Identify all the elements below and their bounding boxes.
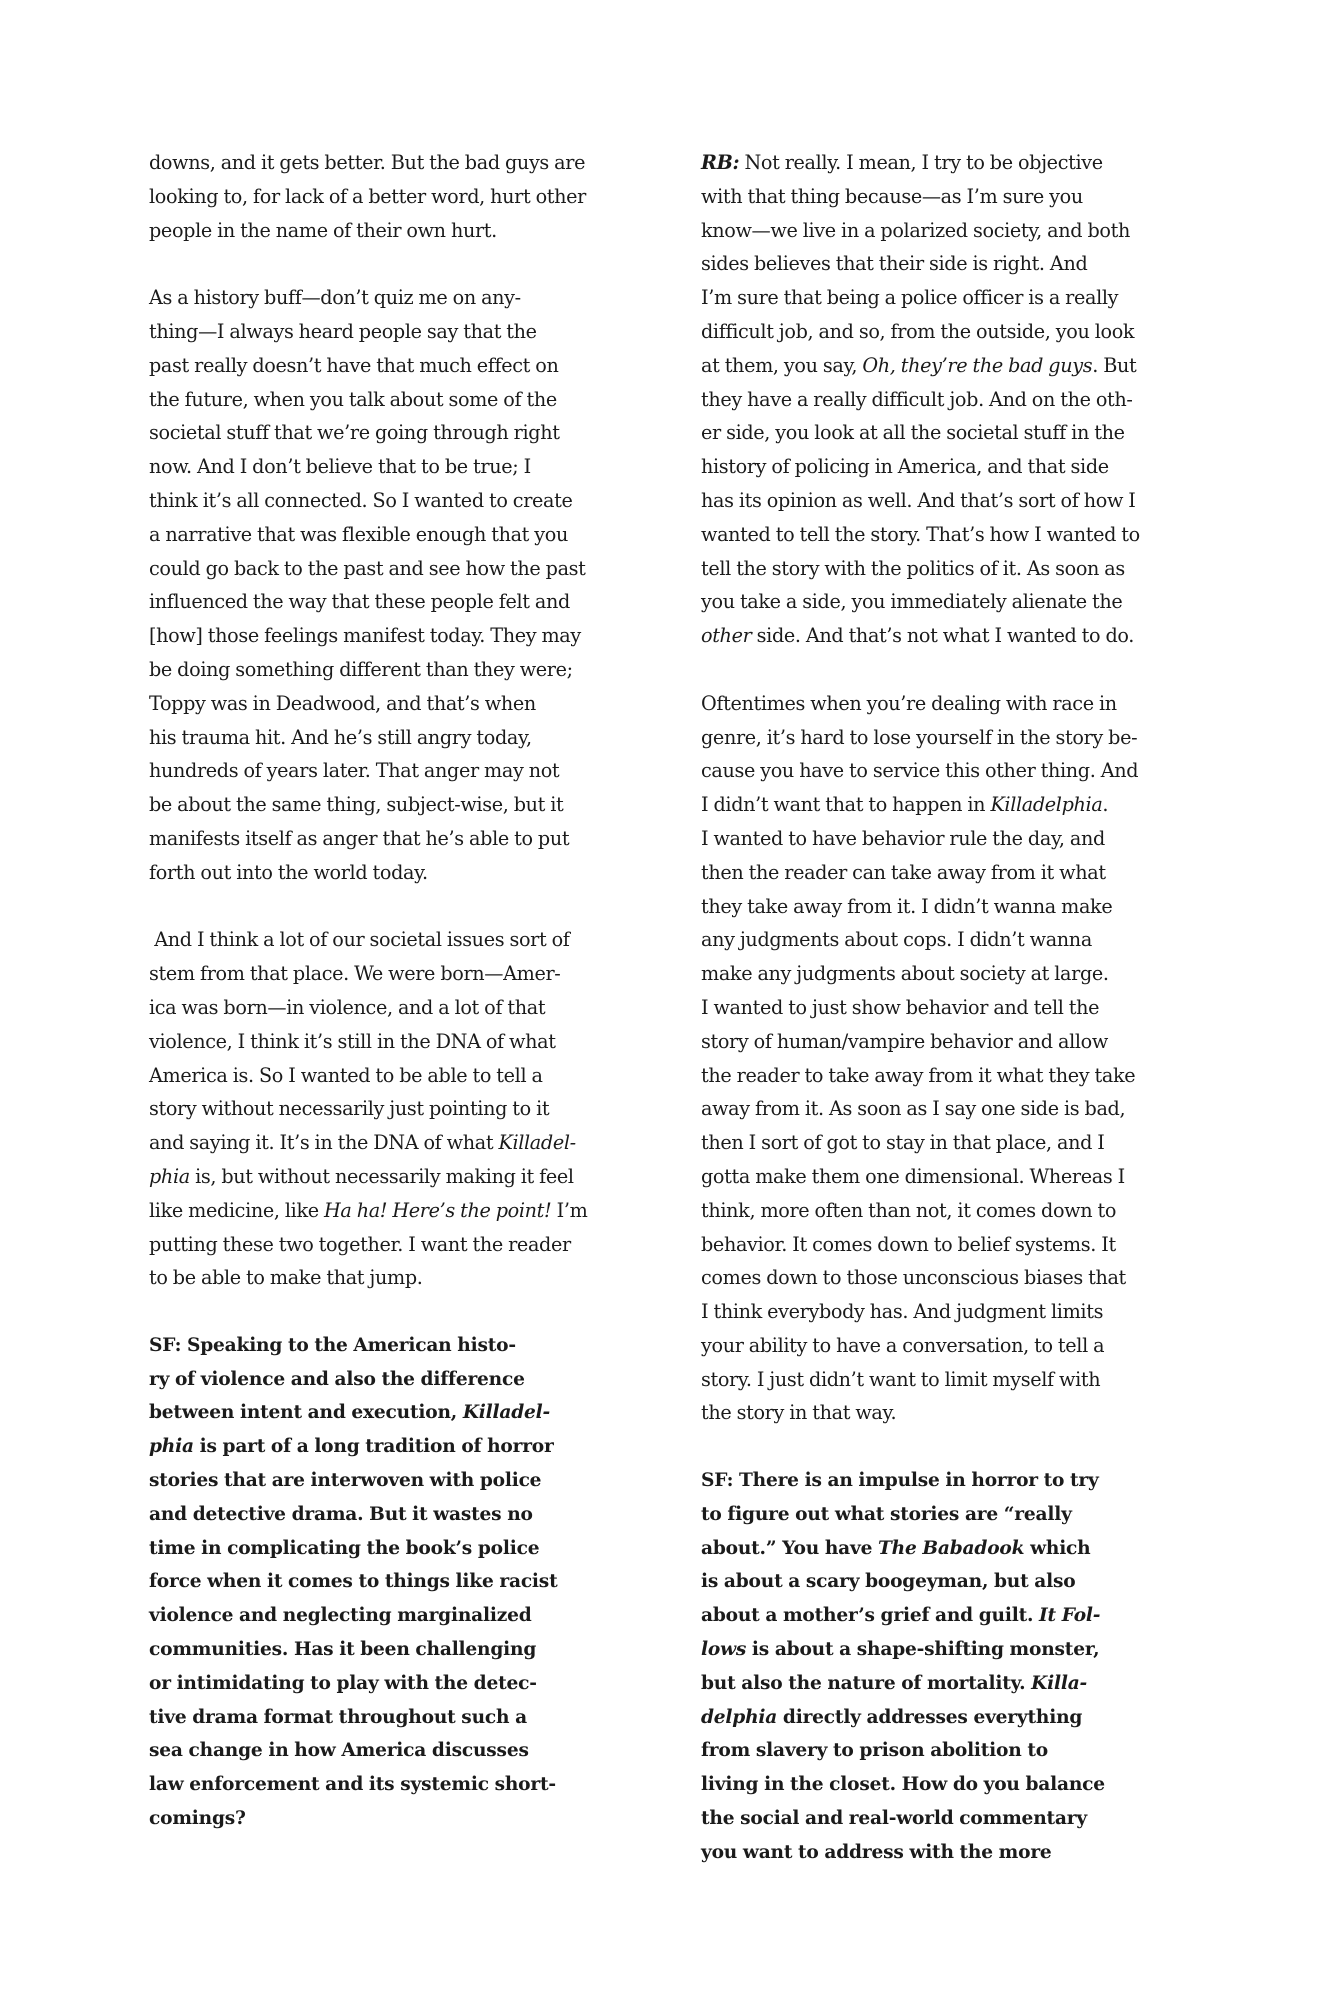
body-text: downs, and it gets better. But the bad guys are — [149, 151, 586, 174]
text-line — [701, 1329, 1201, 1363]
right-column — [701, 146, 1201, 1903]
emphasis-text: Killa- — [1031, 1672, 1088, 1694]
body-text: SF: Speaking to the American histo- — [149, 1334, 516, 1356]
text-line — [701, 585, 1201, 619]
text-line — [149, 1498, 649, 1532]
body-text: then I sort of got to stay in that place, and I — [701, 1131, 1105, 1155]
text-line — [149, 383, 649, 417]
emphasis-text: delphia — [701, 1706, 778, 1728]
body-text: sides believes that their side is right. And — [701, 252, 1088, 276]
text-line — [149, 1092, 649, 1126]
body-text: violence, I think it’s still in the DNA of what — [149, 1029, 556, 1053]
body-text: the social and real-world commentary — [701, 1808, 1087, 1830]
body-text: time in complicating the book’s police — [149, 1537, 540, 1559]
body-text: er side, you look at all the societal stuff in the — [701, 421, 1125, 445]
text-line — [149, 991, 649, 1025]
text-line — [701, 281, 1201, 315]
interview-answer — [149, 281, 649, 889]
emphasis-text: lows — [701, 1639, 747, 1661]
text-line — [149, 1768, 649, 1802]
body-text: hundreds of years later. That anger may not — [149, 759, 560, 783]
interview-answer — [701, 687, 1201, 1431]
text-line — [149, 315, 649, 349]
emphasis-text: Killadel- — [462, 1402, 551, 1424]
text-line — [701, 1295, 1201, 1329]
body-text: you take a side, you immediately alienate the — [701, 590, 1123, 614]
body-text: thing—I always heard people say that the — [149, 319, 537, 343]
text-line — [701, 788, 1201, 822]
text-line — [701, 1261, 1201, 1295]
body-text: is part of a long tradition of horror — [193, 1436, 554, 1458]
text-line — [149, 1633, 649, 1667]
body-text: law enforcement and its systemic short- — [149, 1774, 556, 1796]
body-text: be about the same thing, subject-wise, but it — [149, 793, 564, 817]
text-line — [701, 518, 1201, 552]
emphasis-text: Killadel- — [498, 1131, 576, 1155]
body-text: at them, you say, — [701, 353, 863, 377]
body-text: Not really. I mean, I try to be objective — [739, 151, 1103, 174]
text-line — [701, 349, 1201, 383]
text-line — [701, 1396, 1201, 1430]
body-text: has its opinion as well. And that’s sort of how I — [701, 488, 1136, 512]
text-line — [149, 788, 649, 822]
body-text: manifests itself as anger that he’s able to put — [149, 826, 570, 850]
body-text: be doing something different than they were; — [149, 657, 573, 681]
body-text: think it’s all connected. So I wanted to create — [149, 488, 573, 512]
text-line — [149, 1329, 649, 1363]
body-text: I wanted to just show behavior and tell the — [701, 995, 1100, 1019]
body-text: is about a scary boogeyman, but also — [701, 1571, 1076, 1593]
text-line — [701, 1565, 1201, 1599]
text-line — [701, 247, 1201, 281]
text-line — [149, 1396, 649, 1430]
body-text: story. I just didn’t want to limit myself with — [701, 1367, 1101, 1391]
text-line — [701, 1532, 1201, 1566]
body-text: influenced the way that these people felt and — [149, 590, 570, 614]
emphasis-text: Ha ha! Here’s the point! — [323, 1198, 552, 1222]
text-line — [701, 146, 1201, 180]
text-line — [701, 1498, 1201, 1532]
text-line — [701, 1228, 1201, 1262]
text-line — [701, 1701, 1201, 1735]
emphasis-text: phia — [149, 1164, 190, 1188]
body-text: past really doesn’t have that much effect on — [149, 353, 559, 377]
body-text: looking to, for lack of a better word, hurt other — [149, 184, 586, 208]
text-line — [701, 1126, 1201, 1160]
text-line — [149, 416, 649, 450]
text-line — [149, 518, 649, 552]
body-text: or intimidating to play with the detec- — [149, 1672, 537, 1694]
text-line — [701, 890, 1201, 924]
body-text: story of human/vampire behavior and allow — [701, 1029, 1108, 1053]
emphasis-text: phia — [149, 1436, 194, 1458]
body-text: As a history buff—don’t quiz me on any- — [149, 286, 521, 310]
emphasis-text: It Fol- — [1039, 1605, 1101, 1627]
text-line — [701, 856, 1201, 890]
body-text: the story in that way. — [701, 1401, 897, 1425]
body-text: make any judgments about society at large. — [701, 962, 1109, 986]
body-text: any judgments about cops. I didn’t wanna — [701, 928, 1092, 952]
body-text: Toppy was in Deadwood, and that’s when — [149, 691, 536, 715]
text-line — [701, 484, 1201, 518]
interview-question — [701, 1464, 1201, 1870]
body-text: and saying it. It’s in the DNA of what — [149, 1131, 499, 1155]
body-text: ica was born—in violence, and a lot of that — [149, 995, 546, 1019]
body-text: I think everybody has. And judgment limits — [701, 1300, 1104, 1324]
body-text: societal stuff that we’re going through right — [149, 421, 560, 445]
text-line — [149, 1194, 649, 1228]
body-text: tive drama format throughout such a — [149, 1706, 527, 1728]
text-line — [149, 552, 649, 586]
text-line — [149, 146, 649, 180]
text-line — [149, 1802, 649, 1836]
body-text: comes down to those unconscious biases that — [701, 1266, 1126, 1290]
text-line — [149, 585, 649, 619]
text-line — [701, 315, 1201, 349]
text-line — [149, 822, 649, 856]
body-text: behavior. It comes down to belief systems. It — [701, 1232, 1116, 1256]
text-line — [701, 754, 1201, 788]
text-line — [149, 1667, 649, 1701]
body-text: putting these two together. I want the reader — [149, 1232, 571, 1256]
text-line — [701, 1025, 1201, 1059]
body-text: now. And I don’t believe that to be true; I — [149, 455, 531, 479]
text-line — [149, 754, 649, 788]
body-text: about.” You have — [701, 1537, 879, 1559]
body-text: communities. Has it been challenging — [149, 1639, 537, 1661]
text-line — [701, 450, 1201, 484]
body-text: about a mother’s grief and guilt. — [701, 1605, 1040, 1627]
body-text: know—we live in a polarized society, and both — [701, 218, 1130, 242]
text-line — [701, 1768, 1201, 1802]
body-text: story without necessarily just pointing to it — [149, 1097, 550, 1121]
text-line — [701, 923, 1201, 957]
text-line — [149, 180, 649, 214]
body-text: wanted to tell the story. That’s how I wanted to — [701, 522, 1140, 546]
text-line — [701, 1633, 1201, 1667]
emphasis-text: Oh, they’re the bad guys — [862, 353, 1093, 377]
text-line — [149, 1228, 649, 1262]
body-text: from slavery to prison abolition to — [701, 1740, 1048, 1762]
text-line — [701, 957, 1201, 991]
body-text: I wanted to have behavior rule the day, and — [701, 826, 1105, 850]
text-line — [149, 856, 649, 890]
text-line — [701, 1599, 1201, 1633]
body-text: to figure out what stories are “really — [701, 1503, 1072, 1525]
body-text: directly addresses everything — [777, 1706, 1083, 1728]
body-text: could go back to the past and see how the past — [149, 556, 586, 580]
text-line — [149, 1025, 649, 1059]
text-line — [149, 1701, 649, 1735]
text-line — [701, 687, 1201, 721]
body-text: gotta make them one dimensional. Whereas I — [701, 1164, 1125, 1188]
text-line — [149, 281, 649, 315]
body-text: America is. So I wanted to be able to tell a — [149, 1063, 543, 1087]
body-text: difficult job, and so, from the outside, you look — [701, 319, 1135, 343]
text-line — [701, 552, 1201, 586]
text-line — [149, 1261, 649, 1295]
text-line — [701, 1160, 1201, 1194]
text-line — [701, 1464, 1201, 1498]
text-line — [149, 721, 649, 755]
body-text: you want to address with the more — [701, 1841, 1052, 1863]
body-text: his trauma hit. And he’s still angry today, — [149, 725, 532, 749]
body-text: SF: There is an impulse in horror to try — [701, 1470, 1099, 1492]
emphasis-text: The Babadook — [878, 1537, 1025, 1559]
text-line — [149, 957, 649, 991]
text-line — [149, 349, 649, 383]
body-text: then the reader can take away from it what — [701, 860, 1106, 884]
body-text: the future, when you talk about some of the — [149, 387, 557, 411]
text-line — [701, 1667, 1201, 1701]
text-line — [701, 1194, 1201, 1228]
interview-answer — [149, 146, 649, 247]
body-text: cause you have to service this other thing. And — [701, 759, 1139, 783]
emphasis-text: Killadelphia — [990, 793, 1103, 817]
text-line — [701, 1836, 1201, 1870]
text-line — [149, 1160, 649, 1194]
body-text: forth out into the world today. — [149, 860, 428, 884]
body-text: with that thing because—as I’m sure you — [701, 184, 1083, 208]
body-text: I’m — [551, 1198, 588, 1222]
body-text: the reader to take away from it what they take — [701, 1063, 1136, 1087]
body-text: your ability to have a conversation, to tell a — [701, 1333, 1105, 1357]
text-line — [701, 1734, 1201, 1768]
text-line — [701, 1059, 1201, 1093]
body-text: living in the closet. How do you balance — [701, 1774, 1105, 1796]
text-line — [701, 180, 1201, 214]
text-line — [149, 1565, 649, 1599]
body-text: genre, it’s hard to lose yourself in the story be- — [701, 725, 1138, 749]
body-text: but also the nature of mortality. — [701, 1672, 1032, 1694]
text-line — [149, 1126, 649, 1160]
body-text: force when it comes to things like racist — [149, 1571, 558, 1593]
body-text: violence and neglecting marginalized — [149, 1605, 532, 1627]
body-text: is about a shape-shifting monster, — [746, 1639, 1100, 1661]
emphasis-text: RB: — [701, 151, 740, 174]
text-line — [149, 484, 649, 518]
interview-question — [149, 1329, 649, 1836]
body-text: which — [1024, 1537, 1091, 1559]
text-line — [701, 1802, 1201, 1836]
body-text: they have a really difficult job. And on the oth- — [701, 387, 1133, 411]
text-line — [149, 619, 649, 653]
body-text: a narrative that was flexible enough that you — [149, 522, 568, 546]
body-text: stories that are interwoven with police — [149, 1470, 542, 1492]
body-text: And I think a lot of our societal issues sort of — [149, 928, 570, 952]
left-column — [149, 146, 649, 1870]
text-line — [701, 1092, 1201, 1126]
body-text: I’m sure that being a police officer is a really — [701, 286, 1119, 310]
text-line — [149, 687, 649, 721]
body-text: away from it. As soon as I say one side is bad, — [701, 1097, 1126, 1121]
body-text: people in the name of their own hurt. — [149, 218, 497, 242]
text-line — [149, 1734, 649, 1768]
text-line — [701, 721, 1201, 755]
body-text: sea change in how America discusses — [149, 1740, 529, 1762]
body-text: is, but without necessarily making it feel — [189, 1164, 574, 1188]
text-line — [701, 383, 1201, 417]
text-line — [149, 214, 649, 248]
text-line — [149, 1059, 649, 1093]
body-text: . But — [1092, 353, 1137, 377]
text-line — [149, 1599, 649, 1633]
text-line — [701, 991, 1201, 1025]
text-line — [149, 1430, 649, 1464]
text-line — [701, 1363, 1201, 1397]
text-line — [149, 923, 649, 957]
text-line — [149, 1532, 649, 1566]
body-text: stem from that place. We were born—Amer- — [149, 962, 561, 986]
interview-answer — [149, 923, 649, 1295]
body-text: [how] those feelings manifest today. They may — [149, 624, 581, 648]
body-text: . — [1102, 793, 1109, 817]
body-text: tell the story with the politics of it. As soon as — [701, 556, 1125, 580]
body-text: to be able to make that jump. — [149, 1266, 423, 1290]
body-text: side. And that’s not what I wanted to do. — [751, 624, 1135, 648]
interview-answer — [701, 146, 1201, 653]
text-line — [701, 416, 1201, 450]
text-line — [149, 653, 649, 687]
text-line — [701, 619, 1201, 653]
body-text: ry of violence and also the difference — [149, 1368, 525, 1390]
body-text: Oftentimes when you’re dealing with race in — [701, 691, 1117, 715]
body-text: think, more often than not, it comes down to — [701, 1198, 1117, 1222]
body-text: comings? — [149, 1808, 246, 1830]
body-text: they take away from it. I didn’t wanna make — [701, 894, 1113, 918]
text-line — [701, 214, 1201, 248]
text-line — [149, 450, 649, 484]
emphasis-text: other — [701, 624, 752, 648]
text-line — [149, 1363, 649, 1397]
text-line — [701, 822, 1201, 856]
text-line — [149, 1464, 649, 1498]
body-text: and detective drama. But it wastes no — [149, 1503, 533, 1525]
body-text: history of policing in America, and that side — [701, 455, 1109, 479]
body-text: between intent and execution, — [149, 1402, 463, 1424]
body-text: I didn’t want that to happen in — [701, 793, 991, 817]
body-text: like medicine, like — [149, 1198, 324, 1222]
